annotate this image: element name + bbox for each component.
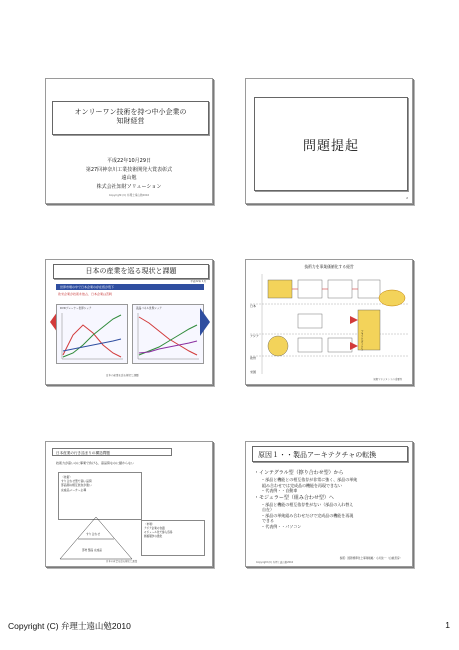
row-label-usa: 米国 — [250, 370, 257, 374]
page-number: 1 — [445, 620, 450, 630]
slide-5 — [45, 441, 213, 567]
pyramid-top-label: すり合わせ — [86, 532, 100, 536]
row-label-asia: アジア — [250, 334, 259, 338]
bullet-level-2: できる — [262, 518, 274, 523]
slide-6 — [245, 441, 413, 567]
bullet-level-2: – 部品と機能の相互依存性がない（部品の入れ替え — [262, 501, 354, 507]
right-arrow-icon — [200, 308, 210, 336]
event-name: 第27回神奈川工業技術開発大賞表彰式 — [85, 166, 173, 173]
speaker: 遠山勉 — [121, 175, 137, 181]
context-box-1-line: 部品間の相互依存が強い — [61, 483, 92, 488]
slide-title: 技術力を事業価値化する経営 — [304, 264, 354, 269]
context-box-1-line: すり合わせ型で高い品質 — [61, 479, 92, 484]
slide-title: 日本の産業を巡る現状と課題 — [53, 264, 209, 279]
slide-title: 問題提起 — [302, 138, 359, 154]
bullet-level-1: ・インテグラル型（擦り合わせ型）から — [254, 470, 344, 476]
right-chart — [132, 304, 204, 364]
context-box-1 — [58, 472, 142, 520]
bullet-level-1: ・モジュラー型（組み合わせ型）へ — [254, 494, 334, 501]
bullet-level-2: – 部品と機能との相互依存が非常に強く、部品の単純 — [262, 477, 358, 482]
slide-title: 日本産業の行き詰まりの構造問題 — [52, 448, 172, 456]
bullet-level-2: 自在） — [262, 507, 274, 512]
title-box — [254, 97, 408, 191]
context-box-2 — [141, 520, 205, 556]
slide-4 — [245, 259, 413, 385]
context-box-1-line: 完成品メーカー主導 — [61, 487, 87, 492]
center-box-label: ブラックボックス — [360, 330, 363, 351]
left-chart-title: DVDプレーヤー世界シェア — [60, 307, 92, 310]
title-line-1: オンリーワン技術を持つ中小企業の — [74, 108, 187, 116]
context-box-1-title: 〈技術〉 — [61, 475, 73, 479]
pyramid-bottom-label: 部材 製品 完成品 — [82, 549, 102, 552]
reference-note: 参照：国際標準化と事業戦略・小川紘一（白桃書房） — [339, 557, 402, 560]
bullet-level-2: – 部品の単純組み合わせだけで完成品の機能を再現 — [262, 512, 354, 518]
presentation-info — [46, 157, 212, 191]
lead-text: 欧米企業が技術を独占、日本企業は苦戦 — [58, 292, 113, 296]
slide-3 — [45, 259, 213, 385]
left-chart-graphic — [57, 305, 127, 363]
slide-footer: 知財マネジメントの重要性 — [373, 378, 402, 381]
slide-2 — [245, 78, 413, 204]
bullet-level-2: – 代表例・・自動車 — [262, 488, 298, 493]
context-box-2-line: モジュール化で参入容易 — [144, 530, 173, 534]
slide-footer: 日本の産業を巡る現状と課題 — [106, 374, 139, 377]
context-box-2-title: 〈市場〉 — [144, 523, 155, 526]
slide-1 — [45, 78, 213, 204]
context-box-2-line: アジア企業の台頭 — [144, 526, 165, 530]
title-box — [52, 101, 209, 135]
business-diagram — [250, 274, 408, 374]
lead-bullet: 技術力が高いのに事業で負ける、高品質なのに儲からない — [56, 461, 135, 465]
right-chart-title: 液晶パネル世界シェア — [136, 307, 162, 310]
headline-band: 世界市場の中で日本企業の存在感が低下 — [56, 284, 204, 290]
page-copyright: Copyright (C) 弁理士遠山勉2010 — [8, 621, 131, 631]
title-line-2: 知財経営 — [116, 117, 145, 125]
bullet-level-2: – 代表例・・パソコン — [262, 523, 302, 529]
slide-title: 原因１・・製品アーキテクチャの転換 — [252, 446, 408, 462]
context-box-2-line: 価格競争の激化 — [144, 534, 163, 538]
company: 株式会社知財ソリューション — [96, 183, 162, 190]
slide-copyright: Copyright (C) 弁理士遠山勉2010 — [108, 194, 150, 197]
date: 平成22年10月29日 — [106, 158, 152, 164]
slide-page-number: 2 — [406, 196, 408, 200]
slide-copyright: Copyright (C) 弁理士遠山勉2010 — [256, 561, 294, 564]
left-chart — [56, 304, 128, 364]
bullet-level-2: 組み合わせでは完成品の機能を再現できない — [262, 482, 342, 488]
row-label-europe: 欧州 — [250, 356, 257, 360]
slide-footer: 日本の産業を巡る現状と課題 — [106, 560, 138, 563]
slide-body — [254, 469, 408, 529]
pyramid-diagram — [56, 515, 136, 561]
row-label-japan: 日本 — [250, 304, 257, 308]
slide-title — [53, 108, 208, 126]
source-note: 平成22年 1月 — [190, 280, 206, 283]
right-chart-graphic — [133, 305, 203, 363]
